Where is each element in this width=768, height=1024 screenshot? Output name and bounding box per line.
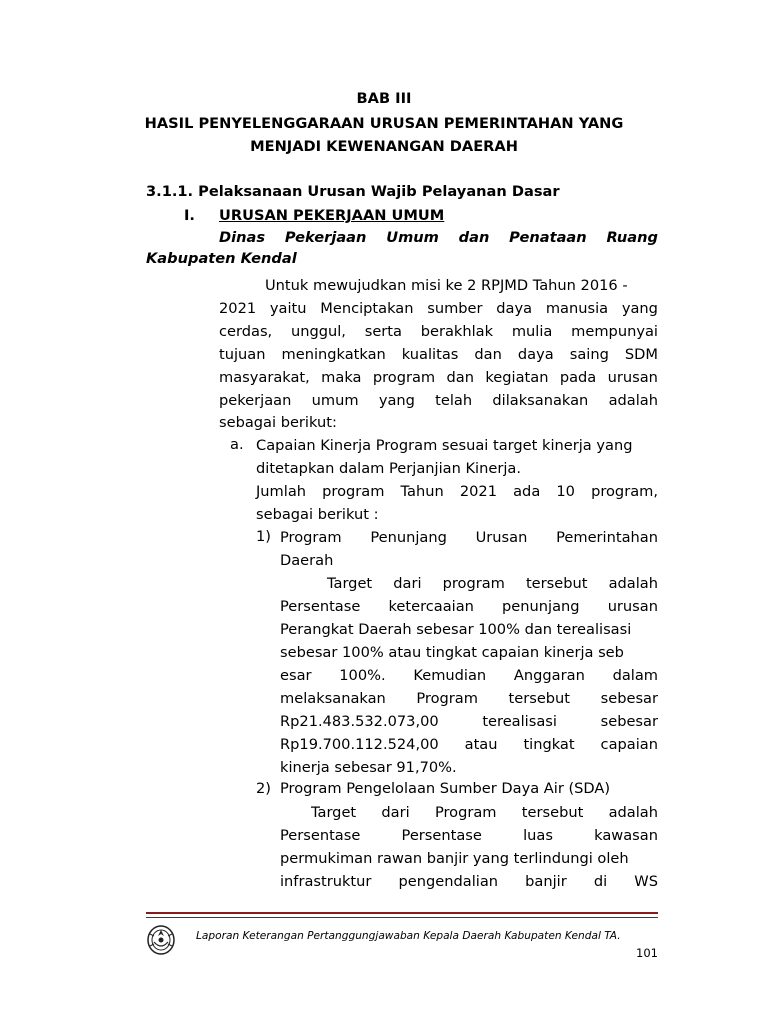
word: mulia xyxy=(511,323,553,340)
word: Pemerintahan xyxy=(556,529,658,546)
word: Jumlah xyxy=(256,483,307,500)
word: tujuan xyxy=(219,346,266,363)
word: di xyxy=(593,873,608,890)
word: yaitu xyxy=(269,300,307,317)
word: 2021 xyxy=(219,300,257,317)
item-a-marker: a. xyxy=(230,436,244,453)
word: dari xyxy=(381,804,410,821)
word: sebesar xyxy=(600,713,658,730)
program-1-body-line xyxy=(280,758,457,778)
word: urusan xyxy=(607,369,658,386)
word: tersebut xyxy=(508,690,571,707)
intro-line xyxy=(265,276,628,296)
word: meningkatkan xyxy=(281,346,386,363)
item-a-line xyxy=(256,459,521,479)
word: capaian xyxy=(600,736,658,753)
word: pekerjaan xyxy=(219,392,292,409)
program-1-body-line xyxy=(280,735,658,755)
intro-line xyxy=(219,391,658,411)
line-text: Daerah xyxy=(280,552,334,569)
word: Program xyxy=(280,529,342,546)
agency-line2: Kabupaten Kendal xyxy=(146,250,297,267)
word: kualitas xyxy=(401,346,459,363)
word: manusia xyxy=(545,300,609,317)
word: tersebut xyxy=(525,575,588,592)
line-text: sebagai berikut: xyxy=(219,414,337,431)
program-1-body-line xyxy=(280,712,658,732)
word: tingkat xyxy=(523,736,575,753)
word: Penunjang xyxy=(370,529,447,546)
word: berakhlak xyxy=(420,323,494,340)
footer-rule-thick xyxy=(146,912,658,914)
word: program xyxy=(322,483,385,500)
line-text: kinerja sebesar 91,70%. xyxy=(280,759,457,776)
program-1-body-line xyxy=(280,597,658,617)
program-1-body-line xyxy=(280,689,658,709)
word: saing xyxy=(569,346,609,363)
program-2-title: Program Pengelolaan Sumber Daya Air (SDA) xyxy=(280,780,611,797)
word: 2021 xyxy=(459,483,497,500)
line-text: sebesar 100% atau tingkat capaian kinerja seb xyxy=(280,644,624,661)
word: tersebut xyxy=(521,804,584,821)
chapter-label: BAB III xyxy=(356,90,412,107)
word: telah xyxy=(435,392,473,409)
word: kawasan xyxy=(594,827,658,844)
word: cerdas, xyxy=(219,323,273,340)
word: infrastruktur xyxy=(280,873,372,890)
program-1-title-line xyxy=(280,528,658,548)
program-1-body-line xyxy=(327,574,658,594)
program-2-marker: 2) xyxy=(256,780,271,797)
word: 100%. xyxy=(339,667,386,684)
word: adalah xyxy=(608,392,658,409)
word: yang xyxy=(378,392,415,409)
word: masyarakat, xyxy=(219,369,310,386)
chapter-title-line2: MENJADI KEWENANGAN DAERAH xyxy=(250,138,518,155)
word: dalam xyxy=(612,667,658,684)
page-number: 101 xyxy=(636,946,658,960)
program-1-body-line xyxy=(280,666,658,686)
item-a-line xyxy=(256,482,658,502)
word: ada xyxy=(513,483,541,500)
word: serta xyxy=(364,323,402,340)
line-text: ditetapkan dalam Perjanjian Kinerja. xyxy=(256,460,521,477)
intro-line xyxy=(219,299,658,319)
intro-line xyxy=(219,322,658,342)
word: Target xyxy=(327,575,373,592)
word: program xyxy=(442,575,505,592)
word: Persentase xyxy=(280,598,361,615)
program-2-body-line xyxy=(280,872,658,892)
word: daya xyxy=(517,346,554,363)
word: atau xyxy=(464,736,498,753)
program-2-body-line xyxy=(280,826,658,846)
line-text: permukiman rawan banjir yang terlindungi oleh xyxy=(280,850,629,867)
program-2-body-line xyxy=(280,849,629,869)
word: sebesar xyxy=(600,690,658,707)
footer-rule-thin xyxy=(146,917,658,918)
subsection-title: URUSAN PEKERJAAN UMUM xyxy=(219,207,445,224)
word: dilaksanakan xyxy=(492,392,589,409)
word: adalah xyxy=(608,804,658,821)
word: pengendalian xyxy=(398,873,499,890)
word: unggul, xyxy=(290,323,346,340)
word: dan xyxy=(446,369,474,386)
word: daya xyxy=(496,300,533,317)
agency-line1 xyxy=(219,228,658,248)
word: maka xyxy=(321,369,362,386)
roman-marker: I. xyxy=(184,207,195,224)
word: Program xyxy=(416,690,478,707)
word: pada xyxy=(559,369,597,386)
word: Rp21.483.532.073,00 xyxy=(280,713,439,730)
word: Pekerjaan xyxy=(284,229,367,246)
word: urusan xyxy=(607,598,658,615)
line-text: Untuk mewujudkan misi ke 2 RPJMD Tahun 2016 - xyxy=(265,277,628,294)
word: dan xyxy=(458,229,490,246)
word: mempunyai xyxy=(571,323,658,340)
word: Target xyxy=(311,804,357,821)
word: WS xyxy=(634,873,658,890)
word: esar xyxy=(280,667,312,684)
word: SDM xyxy=(624,346,658,363)
word: Penataan xyxy=(509,229,587,246)
word: Ruang xyxy=(606,229,658,246)
word: banjir xyxy=(525,873,567,890)
word: Kemudian xyxy=(413,667,487,684)
word: program, xyxy=(591,483,658,500)
program-2-body-line xyxy=(311,803,658,823)
word: penunjang xyxy=(502,598,580,615)
program-1-marker: 1) xyxy=(256,528,271,545)
word: Urusan xyxy=(475,529,528,546)
word: Rp19.700.112.524,00 xyxy=(280,736,439,753)
intro-line xyxy=(219,368,658,388)
word: umum xyxy=(311,392,359,409)
word: melaksanakan xyxy=(280,690,386,707)
chapter-title-line1: HASIL PENYELENGGARAAN URUSAN PEMERINTAHAN YANG xyxy=(144,115,624,132)
word: Program xyxy=(434,804,497,821)
word: Anggaran xyxy=(513,667,585,684)
item-a-line xyxy=(256,436,632,456)
line-text: Capaian Kinerja Program sesuai target kinerja yang xyxy=(256,437,633,454)
word: luas xyxy=(523,827,553,844)
word: kegiatan xyxy=(485,369,549,386)
word: Persentase xyxy=(401,827,482,844)
word: Menciptakan xyxy=(320,300,414,317)
word: Tahun xyxy=(400,483,444,500)
word: ketercaaian xyxy=(388,598,474,615)
word: program xyxy=(372,369,436,386)
program-1-body-line xyxy=(280,620,631,640)
program-1-body-line xyxy=(280,643,624,663)
regency-crest-icon xyxy=(146,924,176,956)
word: Persentase xyxy=(280,827,361,844)
word: dan xyxy=(474,346,502,363)
section-heading: 3.1.1. Pelaksanaan Urusan Wajib Pelayanan Dasar xyxy=(146,183,560,200)
word: Umum xyxy=(386,229,439,246)
word: Dinas xyxy=(219,229,266,246)
line-text: sebagai berikut : xyxy=(256,506,379,523)
program-1-title-line xyxy=(280,551,333,571)
word: 10 xyxy=(556,483,575,500)
word: adalah xyxy=(608,575,658,592)
item-a-line xyxy=(256,505,379,525)
word: dari xyxy=(393,575,422,592)
line-text: Perangkat Daerah sebesar 100% dan terealisasi xyxy=(280,621,632,638)
word: yang xyxy=(621,300,658,317)
word: sumber xyxy=(427,300,483,317)
intro-line xyxy=(219,413,337,433)
intro-line xyxy=(219,345,658,365)
word: terealisasi xyxy=(482,713,557,730)
footer-report-title: Laporan Keterangan Pertanggungjawaban Kepala Daerah Kabupaten Kendal TA. xyxy=(196,930,621,942)
